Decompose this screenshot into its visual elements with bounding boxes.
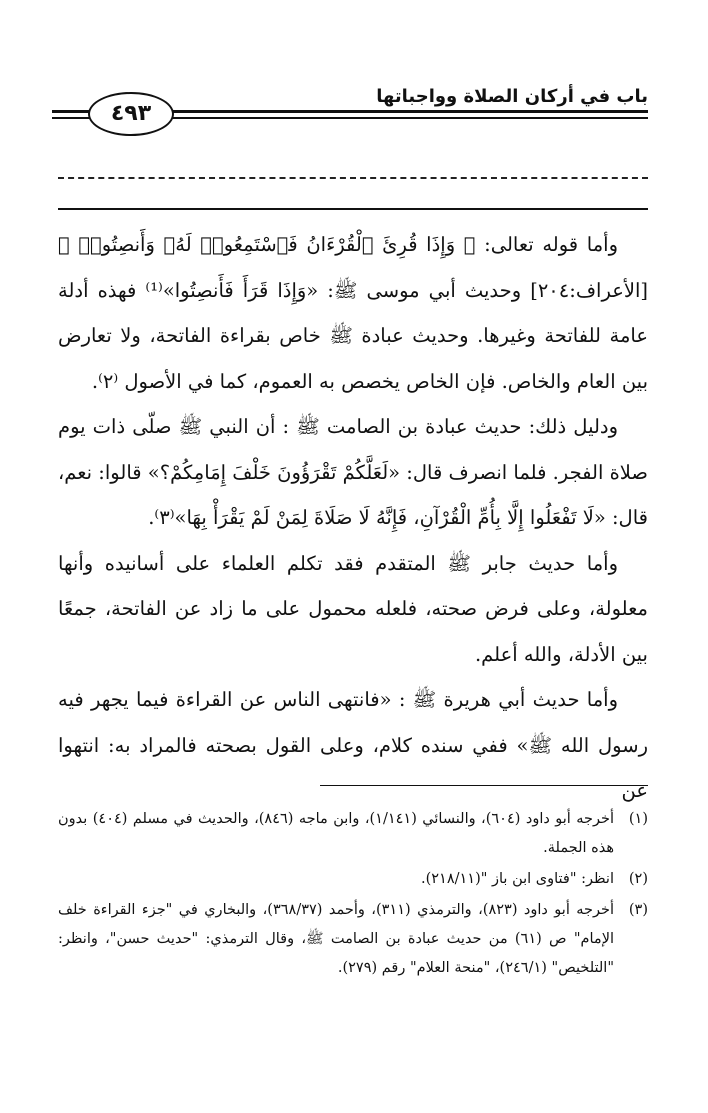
header-rule-left-thin <box>52 117 90 119</box>
header-rule-left <box>52 110 90 113</box>
solid-separator <box>58 208 648 210</box>
footnote-rule <box>320 785 648 786</box>
footnotes <box>58 805 648 985</box>
footnote-1 <box>58 805 648 863</box>
header-rule-right-thin <box>172 117 648 119</box>
footnote-text: أخرجه أبو داود (٨٢٣)، والترمذي (٣١١)، وأحمد (٣٦٨/٣٧)، والبخاري في "جزء القراءة خلف الإمام" ص (٦١) من حديث عبادة بن الصامت ﷺ، وقال الترمذي: "حديث حسن"، وانظر: "التلخيص" (٢٤٦/١)، "منحة العلام" رقم (٢٧٩). <box>58 902 615 976</box>
footnote-number: (٢) <box>628 871 648 887</box>
footnote-3 <box>58 896 648 983</box>
paragraph-2: ودليل ذلك: حديث عبادة بن الصامت ﷺ : أن النبي ﷺ صلّى ذات يوم صلاة الفجر. فلما انصرف قال: «لَعَلَّكُمْ تَقْرَؤُونَ خَلْفَ إِمَامِكُمْ؟» قالوا: نعم، قال: «لَا تَفْعَلُوا إِلَّا بِأُمِّ الْقُرْآنِ، فَإِنَّهُ لَا صَلَاةَ لِمَنْ لَمْ يَقْرَأْ بِهَا»⁽٣⁾. <box>58 415 648 529</box>
main-text <box>58 222 648 814</box>
chapter-title: باب في أركان الصلاة وواجباتها <box>376 86 648 107</box>
header-rule-right <box>172 110 648 113</box>
footnote-number: (١) <box>628 811 648 827</box>
dashed-separator <box>58 177 648 179</box>
footnote-number: (٣) <box>628 902 648 918</box>
footnote-text: أخرجه أبو داود (٦٠٤)، والنسائي (١/١٤١)، وابن ماجه (٨٤٦)، والحديث في مسلم (٤٠٤) بدون هذه الجملة. <box>58 811 614 856</box>
footnote-text: انظر: "فتاوى ابن باز "(٢١٨/١١). <box>420 871 614 887</box>
footnote-2 <box>58 865 648 894</box>
paragraph-3: وأما حديث جابر ﷺ المتقدم فقد تكلم العلماء على أسانيده وأنها معلولة، وعلى فرض صحته، فلعله محمول على ما زاد عن الفاتحة، جمعًا بين الأدلة، والله أعلم. <box>58 551 648 666</box>
paragraph-4: وأما حديث أبي هريرة ﷺ : «فانتهى الناس عن القراءة فيما يجهر فيه رسول الله ﷺ» ففي سنده كلام، وعلى القول بصحته فالمراد به: انتهوا عن <box>58 688 648 802</box>
paragraph-1: وأما قوله تعالى: ﴿ وَإِذَا قُرِئَ ٱلْقُرْءَانُ فَٱسْتَمِعُوا۟ لَهُۥ وَأَنصِتُوا۟ ﴾ [الأعراف:٢٠٤] وحديث أبي موسى ﷺ: «وَإِذَا قَرَأَ فَأَنصِتُوا»⁽¹⁾ فهذه أدلة عامة للفاتحة وغيرها. وحديث عبادة ﷺ خاص بقراءة الفاتحة، ولا تعارض بين العام والخاص. فإن الخاص يخصص به العموم، كما في الأصول ⁽٢⁾. <box>58 233 648 393</box>
page-number: ٤٩٣ <box>88 92 174 136</box>
